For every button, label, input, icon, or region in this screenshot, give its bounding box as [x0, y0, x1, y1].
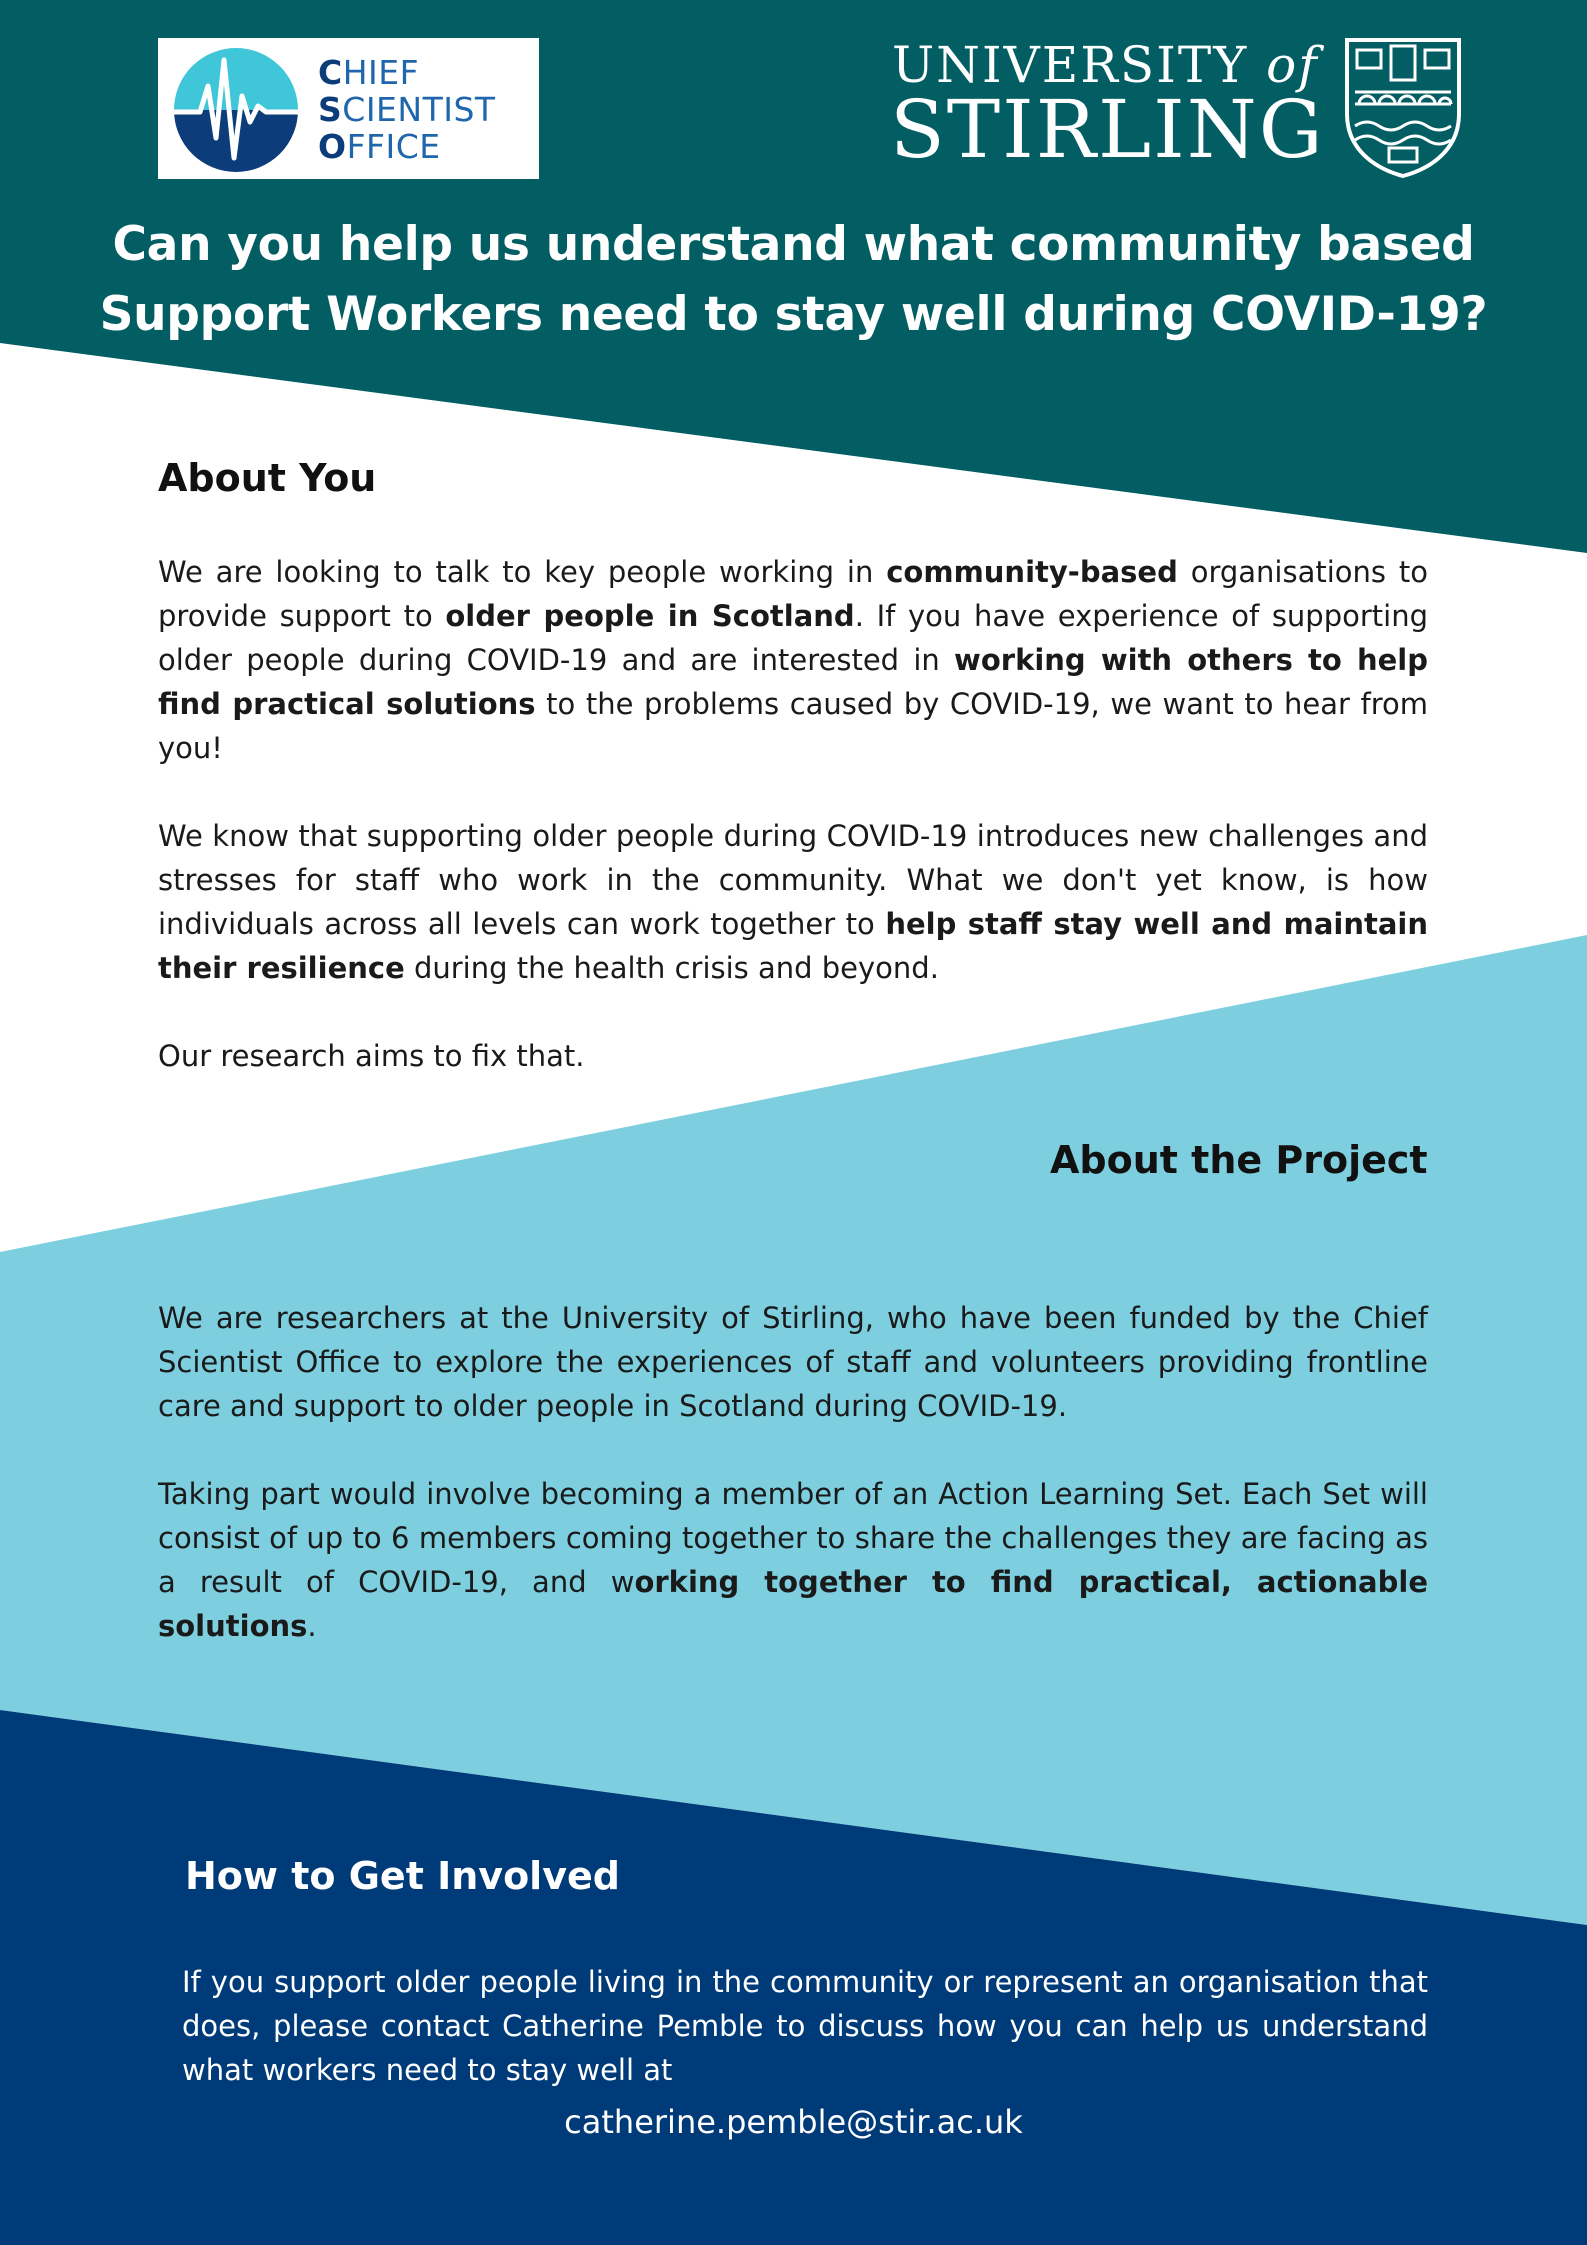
headline-line-2: Support Workers need to stay well during COVID-19?: [99, 287, 1488, 342]
stirling-university-word: UNIVERSITY: [892, 36, 1249, 94]
university-crest-icon: [1341, 36, 1465, 180]
chief-scientist-office-logo: [158, 38, 539, 179]
cso-initial-c: C: [318, 53, 343, 92]
cso-initial-o: O: [318, 127, 347, 166]
p1-text-e: . If you have experience of supporting older people during COVID-19 and are interested in: [158, 599, 1429, 677]
about-you-paragraph-3: Our research aims to fix that.: [158, 1039, 585, 1073]
cso-text-ffice: FFICE: [346, 127, 441, 166]
p2-text-c: during the health crisis and beyond.: [404, 951, 939, 985]
p2-text-a: We know that supporting older people during COVID-19 introduces new challenges and stresses for staff who work in the community. What we don't yet know, is how individuals across all levels can work together to: [158, 819, 1428, 941]
university-of-stirling-logo: [890, 36, 1470, 186]
cso-initial-s: S: [318, 90, 343, 129]
about-you-paragraph-2: [158, 814, 1428, 990]
stirling-of-word: of: [1266, 36, 1319, 94]
about-project-paragraph-2: [158, 1472, 1428, 1648]
p5-text-c: .: [307, 1609, 317, 1643]
heartbeat-icon: [170, 46, 302, 172]
p5-bold-working-together: orking together to find practical, actionable solutions: [158, 1565, 1428, 1643]
headline: [80, 210, 1507, 350]
heading-how-to-get-involved: How to Get Involved: [185, 1854, 620, 1898]
contact-email-link[interactable]: catherine.pemble@stir.ac.uk: [564, 2103, 1023, 2141]
cso-text-cientist: CIENTIST: [342, 90, 496, 129]
p5-text-a: Taking part would involve becoming a member of an Action Learning Set. Each Set will consist of up to 6 members coming together to share the challenges they are facing as a result of COVID-19, and w: [158, 1477, 1428, 1599]
p2-bold-help-staff: help staff stay well and maintain their resilience: [158, 907, 1428, 985]
p1-text-g: to the problems caused by COVID-19, we want to hear from you!: [158, 687, 1429, 765]
p1-text-a: We are looking to talk to key people working in: [158, 555, 887, 589]
stirling-logo-line2: STIRLING: [890, 83, 1325, 176]
about-project-paragraph-1: We are researchers at the University of Stirling, who have been funded by the Chief Scientist Office to explore the experiences of staff and volunteers providing frontline care and support to older people in Scotland during COVID-19.: [158, 1301, 1428, 1423]
cso-text-hief: HIEF: [342, 53, 420, 92]
heading-about-you: About You: [158, 456, 377, 500]
headline-line-1: Can you help us understand what community based: [112, 217, 1475, 272]
heading-about-the-project: About the Project: [1050, 1138, 1428, 1182]
p1-bold-working-with-others: working with others to help find practical solutions: [158, 643, 1428, 721]
about-you-paragraph-1: [158, 550, 1428, 770]
p1-text-c: organisations to provide support to: [158, 555, 1428, 633]
p1-bold-older-people: older people in Scotland: [445, 599, 855, 633]
get-involved-paragraph: If you support older people living in the community or represent an organisation that does, please contact Catherine Pemble to discuss how you can help us understand what workers need to stay well at: [182, 1965, 1428, 2087]
p1-bold-community-based: community-based: [886, 555, 1178, 589]
